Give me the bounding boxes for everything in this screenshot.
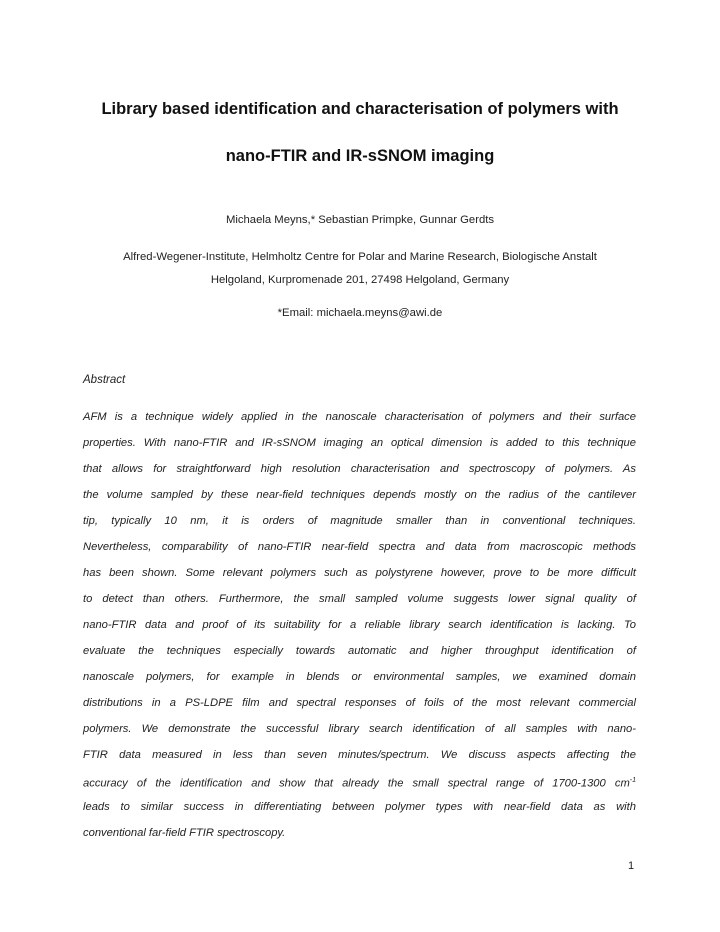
abstract-line: nano-FTIR data and proof of its suitability for a reliable library search identification is lacking. To: [83, 619, 636, 631]
author-list: Michaela Meyns,* Sebastian Primpke, Gunnar Gerdts: [225, 214, 495, 226]
abstract-line: tip, typically 10 nm, it is orders of magnitude smaller than in conventional techniques.: [83, 515, 636, 527]
abstract-line: to detect than others. Furthermore, the small sampled volume suggests lower signal quality of: [83, 593, 636, 605]
abstract-line: nanoscale polymers, for example in blends or environmental samples, we examined domain: [83, 671, 636, 683]
paper-title-line-1: Library based identification and characterisation of polymers with: [101, 100, 619, 118]
abstract-line: leads to similar success in differentiating between polymer types with near-field data as with: [83, 801, 636, 813]
affiliation-line-1: Alfred-Wegener-Institute, Helmholtz Centre for Polar and Marine Research, Biologische Anstalt: [123, 251, 597, 263]
affiliation-line-2: Helgoland, Kurpromenade 201, 27498 Helgoland, Germany: [210, 274, 510, 286]
abstract-line: polymers. We demonstrate the successful library search identification of all samples with nano-: [83, 723, 636, 735]
unit-superscript: -1: [629, 777, 636, 784]
abstract-line: the volume sampled by these near-field techniques depends mostly on the radius of the cantilever: [83, 489, 636, 501]
abstract-line: conventional far-field FTIR spectroscopy.: [83, 827, 286, 839]
abstract-line: distributions in a PS-LDPE film and spectral responses of foils of the most relevant commercial: [83, 697, 636, 709]
abstract-line: has been shown. Some relevant polymers such as polystyrene however, prove to be more difficult: [83, 567, 636, 579]
abstract-line: that allows for straightforward high resolution characterisation and spectroscopy of polymers. As: [83, 463, 636, 475]
abstract-line-with-unit: [83, 768, 636, 794]
abstract-heading: Abstract: [83, 374, 126, 386]
abstract-line: FTIR data measured in less than seven minutes/spectrum. We discuss aspects affecting the: [83, 749, 636, 761]
abstract-body: [83, 404, 636, 846]
abstract-line: evaluate the techniques especially towards automatic and higher throughput identification of: [83, 645, 636, 657]
paper-title-line-2: nano-FTIR and IR-sSNOM imaging: [225, 147, 495, 165]
abstract-line: properties. With nano-FTIR and IR-sSNOM imaging an optical dimension is added to this technique: [83, 437, 636, 449]
corresponding-email: *Email: michaela.meyns@awi.de: [277, 307, 443, 319]
abstract-line: AFM is a technique widely applied in the nanoscale characterisation of polymers and their surface: [83, 411, 636, 423]
abstract-line-text: accuracy of the identification and show that already the small spectral range of 1700-1300 cm: [83, 777, 630, 790]
page-number: 1: [628, 860, 635, 872]
abstract-line: Nevertheless, comparability of nano-FTIR near-field spectra and data from macroscopic methods: [83, 541, 636, 553]
